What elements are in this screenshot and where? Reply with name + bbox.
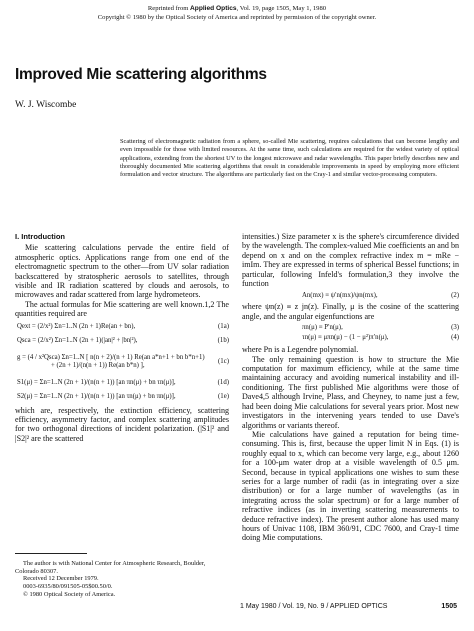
equation-1a [15,323,229,331]
right-paragraph-5: Mie calculations have gained a reputation for being time-consuming. This is, first, because the upper limit N in Eqs. (1) is roughly equal to x, which can become very large, e.g., about 1260 for a 100-μm water drop at a visible wavelength of 0.5 μm. Second, because in typical applications one wishes to sum these series for a large number of radii (as in integrating over a size distribution) or for a large number of wavelengths (as in integrating across the solar spectrum) or for a large number of refractive indices (as in inverting scattering measurements to deduce refractive index). The present author alone has used many hours of Univac 1108, IBM 360/91, CDC 7600, and Cray-1 time doing Mie computations. [242,429,459,543]
footnote-code: 0003-6935/80/091505-05$00.50/0. [23,583,113,591]
equation-1c-line2: + (2n + 1)/(n(n + 1)) Re(an b*n) ], [51,361,145,369]
equation-3-number: (3) [451,324,459,332]
copyright-line: Copyright © 1980 by the Optical Society of America and reprinted by permission of the copyright owner. [97,14,377,21]
equation-3-body: πn(μ) ≡ P′n(μ), [302,324,343,332]
intro-paragraph-3: which are, respectively, the extinction efficiency, scattering efficiency, asymmetry factor, and complex scattering amplitudes for two orthogonal directions of incident polarization. (|S1|² and |S2|² are the scattered [15,405,229,443]
equation-1c-line1: g = (4 / x²Qsca) Σn=1..N [ n(n + 2)/(n + 1) Re(an a*n+1 + bn b*n+1) [17,353,205,361]
equation-1d-body: S1(μ) = Σn=1..N (2n + 1)/(n(n + 1)) [an πn(μ) + bn τn(μ)], [17,378,176,386]
footnote-copyright: © 1980 Optical Society of America. [23,590,116,598]
equation-1b-body: Qsca = (2/x²) Σn=1..N (2n + 1)(|an|² + |bn|²), [17,336,138,344]
equation-2 [242,292,459,300]
footnote-received: Received 12 December 1979. [23,575,99,583]
reprint-suffix: , Vol. 19, page 1505, May 1, 1980 [236,5,327,12]
paper-title: Improved Mie scattering algorithms [15,66,267,83]
footnote-rule [15,553,87,554]
footnote-affiliation: The author is with National Center for Atmospheric Research, Boulder, Colorado 80307. [15,560,206,575]
equation-1d [15,379,229,387]
equation-1e-number: (1e) [218,392,229,400]
reprint-header [0,5,474,13]
equation-1d-number: (1d) [217,378,229,386]
equation-4-body: τn(μ) ≡ μπn(μ) − (1 − μ²)π′n(μ), [302,334,389,342]
journal-name: Applied Optics [190,5,237,12]
right-paragraph-1: intensities.) Size parameter x is the sphere's circumference divided by the wavelength. The complex-valued Mie coefficients an and bn depend on x and on the complex refractive index m = mRe − imIm. They are expressed in terms of spherical Bessel functions; in particular, following Infeld's formulation,3 they involve the function [242,232,459,289]
equation-4-number: (4) [451,334,459,342]
equation-1c-number: (1c) [218,357,229,365]
author-name: W. J. Wiscombe [15,100,77,110]
equation-3 [242,324,459,332]
equation-1b [15,337,229,345]
equation-1b-number: (1b) [217,336,229,344]
running-citation: 1 May 1980 / Vol. 19, No. 9 / APPLIED OPTICS [240,603,388,610]
equation-1a-body: Qext = (2/x²) Σn=1..N (2n + 1)Re(an + bn), [17,322,136,330]
equation-1a-number: (1a) [218,322,229,330]
left-column [15,232,229,443]
intro-paragraph-2: The actual formulas for Mie scattering are well known.1,2 The quantities required are [15,299,229,319]
footnote [15,553,230,599]
equation-2-number: (2) [451,292,459,300]
reprint-prefix: Reprinted from [147,5,191,12]
equation-2-body: An(mx) ≡ ψ′n(mx)/ψn(mx), [302,292,378,300]
page-number: 1505 [441,603,457,610]
equation-1e [15,393,229,401]
equation-1c [15,351,229,373]
right-paragraph-2: where ψn(z) ≡ z jn(z). Finally, μ is the cosine of the scattering angle, and the angular eigenfunctions are [242,302,459,321]
running-footer [240,603,457,610]
right-paragraph-4: The only remaining question is how to structure the Mie computation for maximum efficiency, while at the same time maintaining accuracy and avoiding numerical instability and ill-conditioning. The first published Mie algorithms were those of Dave4,5 although Irvine, Plass, and Cheyney, to name just a few, had been doing Mie calculations for several years prior. Most new investigators in the intervening years tended to use Dave's algorithms or variants thereof. [242,354,459,430]
section-heading: I. Introduction [15,232,65,241]
intro-paragraph-1: Mie scattering calculations pervade the entire field of atmospheric optics. Applications range from one end of the electromagnetic spectrum to the other—from UV solar radiation backscattered by stratospheric aerosols to satellites, through visible and IR radiation scattered by clouds and aerosols, to microwaves and radar scattered from large hydrometeors. [15,243,229,300]
right-column [242,232,459,543]
abstract: Scattering of electromagnetic radiation from a sphere, so-called Mie scattering, requires calculations that can become lengthy and even impossible for those with limited resources. At the same time, such calculations are required for the widest variety of optical applications, extending from the shortest UV to the longest microwave and radar wavelengths. This paper briefly describes new and thoroughly documented Mie scattering algorithms that result in considerable improvements in speed by employing more efficient formulation and vector structure. The algorithms are particularly fast on the Cray-1 and similar vector-processing computers. [120,138,459,179]
equation-4 [242,334,459,342]
right-paragraph-3: where Pn is a Legendre polynomial. [242,345,359,355]
equation-1e-body: S2(μ) = Σn=1..N (2n + 1)/(n(n + 1)) [an τn(μ) + bn πn(μ)], [17,392,176,400]
